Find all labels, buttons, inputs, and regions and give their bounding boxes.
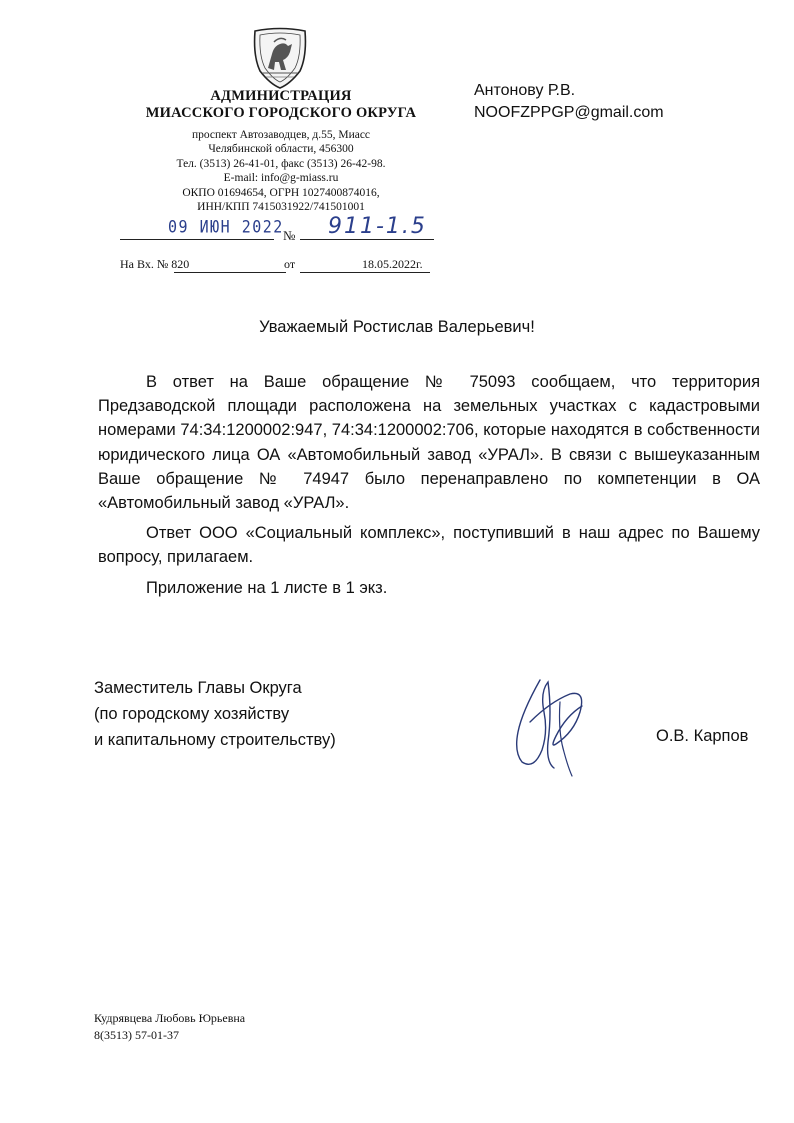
handwritten-signature [500, 672, 600, 782]
registration-date-underline [120, 239, 274, 240]
executor-name: Кудрявцева Любовь Юрьевна [94, 1011, 246, 1025]
incoming-number: На Вх. № 820 [120, 257, 190, 271]
executor-phone: 8(3513) 57-01-37 [94, 1028, 179, 1042]
incoming-date: 18.05.2022г. [362, 257, 423, 271]
incoming-from-label: от [284, 257, 296, 271]
number-sign: № [283, 228, 296, 243]
recipient-name: Антонову Р.В. [474, 82, 576, 99]
address-line: проспект Автозаводцев, д.55, Миасс [191, 129, 371, 141]
registration-number-underline [300, 239, 434, 240]
address-line: Челябинской области, 456300 [208, 143, 354, 156]
signer-name: О.В. Карпов [656, 727, 749, 745]
organization-name-line2: МИАССКОГО ГОРОДСКОГО ОКРУГА [145, 105, 417, 121]
attachment-note: Приложение на 1 листе в 1 экз. [146, 578, 388, 597]
coat-of-arms-emblem [250, 26, 310, 90]
recipient-block [474, 80, 664, 124]
signer-title-line: (по городскому хозяйству [94, 705, 290, 723]
registration-date-stamp: 09 ИЮН 2022 [168, 216, 284, 238]
organization-name [120, 88, 442, 122]
signer-title-line: Заместитель Главы Округа [94, 679, 302, 697]
signer-title-line: и капитальному строительству) [94, 731, 336, 749]
incoming-date-underline [300, 272, 430, 273]
incoming-reference [120, 257, 442, 273]
recipient-email: NOOFZPPGP@gmail.com [474, 104, 664, 121]
email-line: E-mail: info@g-miass.ru [223, 172, 339, 185]
inn-line: ИНН/КПП 7415031922/741501001 [197, 201, 365, 214]
organization-name-line1: АДМИНИСТРАЦИЯ [210, 88, 352, 104]
executor-block [94, 1010, 245, 1044]
letter-body [98, 370, 760, 606]
signer-title [94, 675, 336, 753]
organization-contacts [150, 128, 412, 214]
salutation: Уважаемый Ростислав Валерьевич! [259, 318, 535, 336]
registry-line: ОКПО 01694654, ОГРН 1027400874016, [182, 186, 380, 199]
body-paragraph: Ответ ООО «Социальный комплекс», поступивший в наш адрес по Вашему вопросу, прилагаем. [98, 524, 760, 567]
registration-number-handwritten: 911-1.5 [328, 214, 427, 239]
phone-fax-line: Тел. (3513) 26-41-01, факс (3513) 26-42-98. [176, 157, 386, 170]
body-paragraph: В ответ на Ваше обращение № 75093 сообщаем, что территория Предзаводской площади расположена на земельных участках с кадастровыми номерами 74:34:1200002:947, 74:34:1200002:706, которые находятся в собственности юридического лица ОА «Автомобильный завод «УРАЛ». В связи с вышеуказанным Ваше обращение № 74947 было перенаправлено по компетенции в ОА «Автомобильный завод «УРАЛ». [98, 373, 760, 513]
incoming-number-underline [174, 272, 286, 273]
